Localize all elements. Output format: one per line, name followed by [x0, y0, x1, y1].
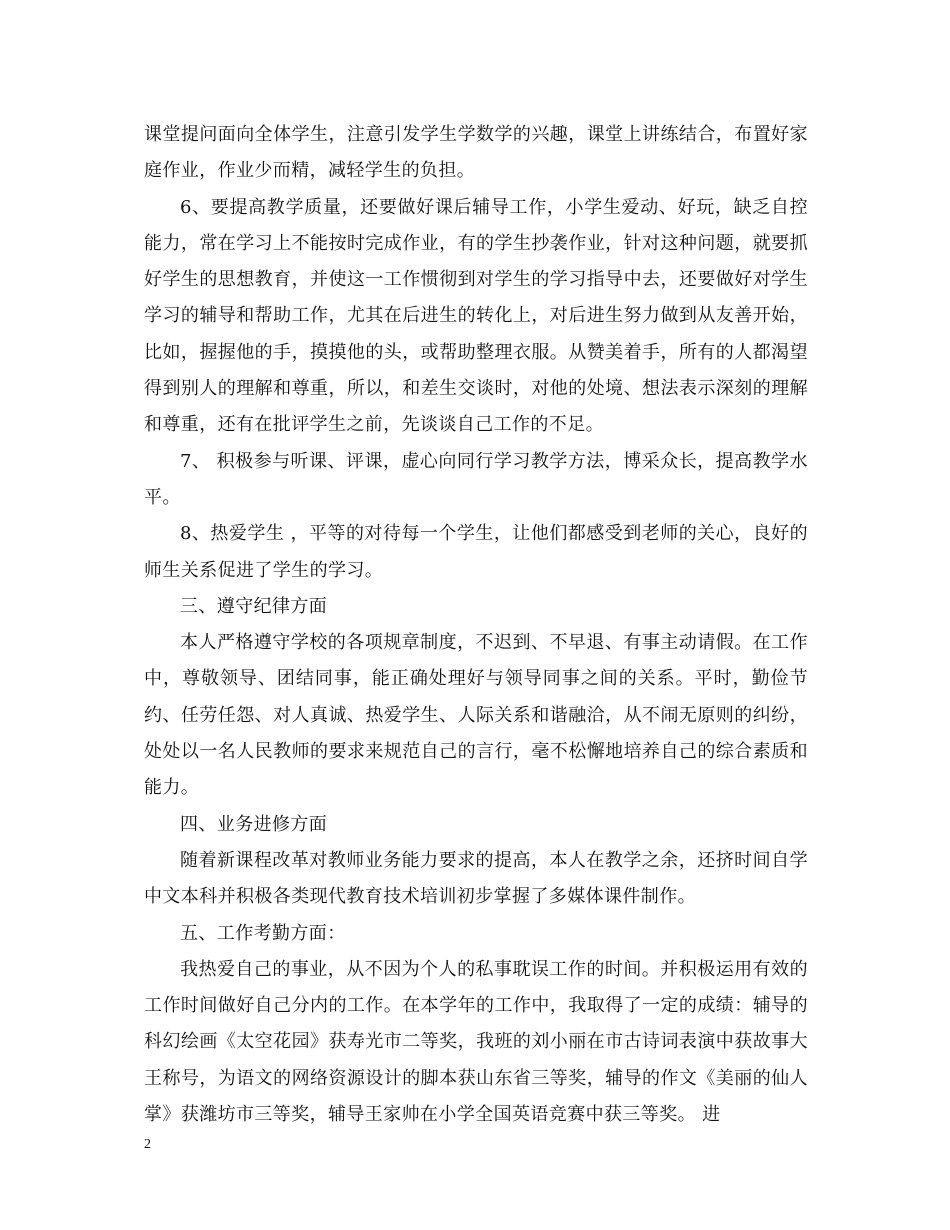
paragraph-item-7: 7、 积极参与听课、评课，虚心向同行学习教学方法，博采众长，提高教学水平。 — [144, 450, 808, 508]
paragraph-item-8: 8、热爱学生 ，平等的对待每一个学生，让他们都感受到老师的关心，良好的师生关系促进了学生的学习。 — [144, 523, 808, 581]
section-heading-attendance: 五、工作考勤方面： — [180, 922, 346, 944]
section-heading-training: 四、业务进修方面 — [180, 813, 328, 835]
page-number: 2 — [144, 1137, 151, 1152]
paragraph-discipline: 本人严格遵守学校的各项规章制度，不迟到、不早退、有事主动请假。在工作中，尊敬领导、团结同事，能正确处理好与领导同事之间的关系。平时，勤俭节约、任劳任怨、对人真诚、热爱学生、人际关系和谐融洽，从不闹无原则的纠纷，处处以一名人民教师的要求来规范自己的言行，毫不松懈地培养自己的综合素质和能力。 — [144, 632, 808, 799]
paragraph-continuation: 课堂提问面向全体学生，注意引发学生学数学的兴趣，课堂上讲练结合，布置好家庭作业，作业少而精，减轻学生的负担。 — [144, 124, 808, 182]
paragraph-training: 随着新课程改革对教师业务能力要求的提高，本人在教学之余，还挤时间自学中文本科并积极各类现代教育技术培训初步掌握了多媒体课件制作。 — [144, 849, 808, 908]
paragraph-attendance: 我热爱自己的事业，从不因为个人的私事耽误工作的时间。并积极运用有效的工作时间做好自己分内的工作。在本学年的工作中，我取得了一定的成绩：辅导的科幻绘画《太空花园》获寿光市二等奖，我班的刘小丽在市古诗词表演中获故事大王称号，为语文的网络资源设计的脚本获山东省三等奖，辅导的作文《美丽的仙人掌》获潍坊市三等奖，辅导王家帅在小学全国英语竞赛中获三等奖。 进 — [144, 958, 808, 1126]
section-heading-discipline: 三、遵守纪律方面 — [180, 595, 328, 617]
paragraph-item-6: 6、要提高教学质量，还要做好课后辅导工作，小学生爱动、好玩，缺乏自控能力，常在学习上不能按时完成作业，有的学生抄袭作业，针对这种问题，就要抓好学生的思想教育，并使这一工作惯彻到对学生的学习指导中去，还要做好对学生学习的辅导和帮助工作，尤其在后进生的转化上，对后进生努力做到从友善开始，比如，握握他的手，摸摸他的头，或帮助整理衣服。从赞美着手，所有的人都渴望得到别人的理解和尊重，所以，和差生交谈时，对他的处境、想法表示深刻的理解和尊重，还有在批评学生之前，先谈谈自己工作的不足。 — [144, 196, 808, 436]
document-body — [144, 117, 808, 1133]
